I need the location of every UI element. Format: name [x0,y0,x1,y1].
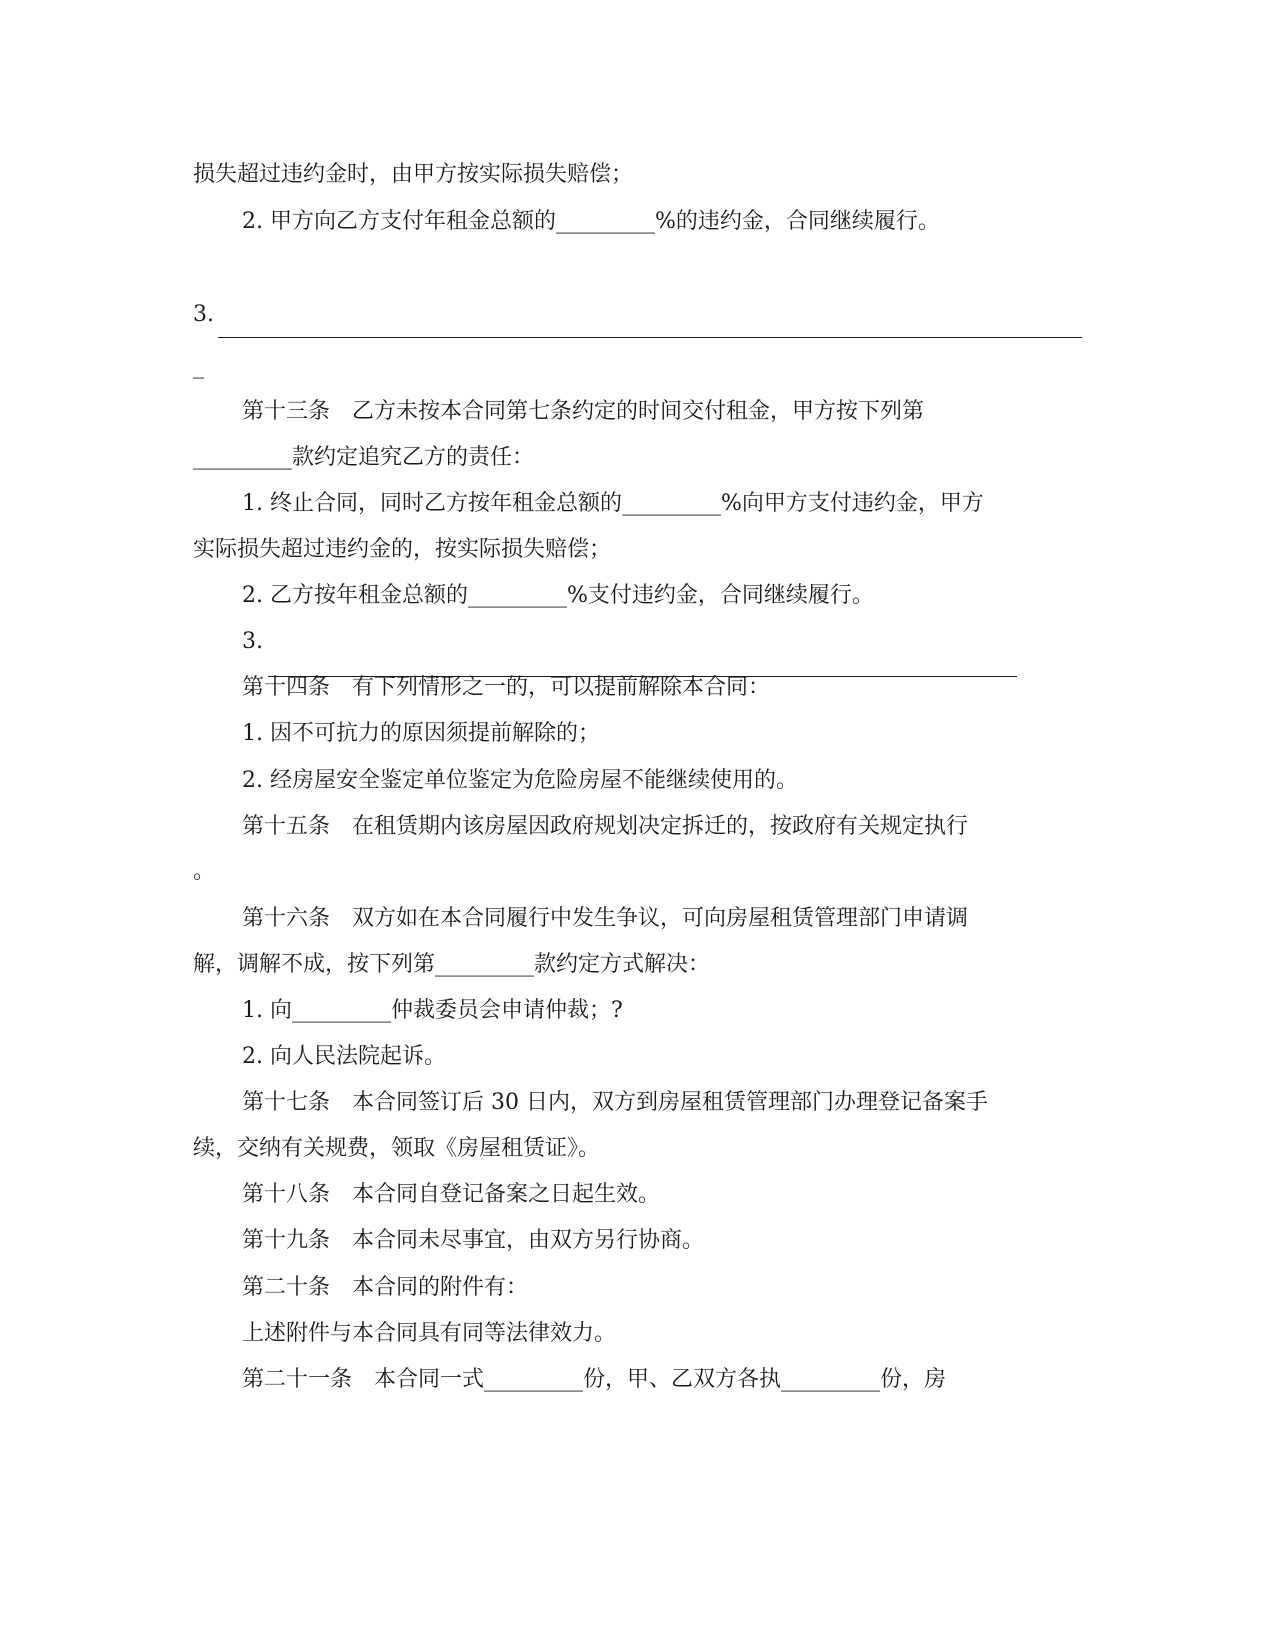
clause-14-item-2: 2. 经房屋安全鉴定单位鉴定为危险房屋不能继续使用的。 [242,768,798,793]
clause-13-item-2: 2. 乙方按年租金总额的_________%支付违约金，合同继续履行。 [242,583,874,608]
text-line: 实际损失超过违约金的，按实际损失赔偿； [193,537,612,562]
text-line: 损失超过违约金时，由甲方按实际损失赔偿； [193,162,634,187]
clause-19: 第十九条 本合同未尽事宜，由双方另行协商。 [242,1228,705,1253]
clause-20: 第二十条 本合同的附件有： [242,1275,529,1300]
clause-13-item-1: 1. 终止合同，同时乙方按年租金总额的_________%向甲方支付违约金，甲方 [242,491,984,516]
clause-16: 第十六条 双方如在本合同履行中发生争议，可向房屋租赁管理部门申请调 [242,906,969,931]
text-line: 上述附件与本合同具有同等法律效力。 [242,1321,617,1346]
text-line: 续，交纳有关规费，领取《房屋租赁证》。 [193,1136,601,1161]
clause-14-item-1: 1. 因不可抗力的原因须提前解除的； [242,721,600,746]
clause-12-item-3: 3. [193,302,214,327]
text-line: 。 [193,859,216,884]
clause-13-item-3: 3. [242,629,263,654]
text-line: _________款约定追究乙方的责任： [193,445,535,470]
clause-16-item-1: 1. 向_________仲裁委员会申请仲裁；? [242,998,623,1023]
clause-18: 第十八条 本合同自登记备案之日起生效。 [242,1182,661,1207]
clause-13-heading: 第十三条 乙方未按本合同第七条约定的时间交付租金，甲方按下列第 [242,399,925,424]
clause-21: 第二十一条 本合同一式_________份，甲、乙双方各执_________份，房 [242,1367,947,1392]
clause-14-heading: 第十四条 有下列情形之一的，可以提前解除本合同： [242,675,771,700]
clause-16-item-2: 2. 向人民法院起诉。 [242,1044,446,1069]
clause-17: 第十七条 本合同签订后 30 日内，双方到房屋租赁管理部门办理登记备案手 [242,1090,988,1115]
clause-15: 第十五条 在租赁期内该房屋因政府规划决定拆迁的，按政府有关规定执行 [242,814,969,839]
clause-12-item-2: 2. 甲方向乙方支付年租金总额的_________%的违约金，合同继续履行。 [242,209,940,234]
text-line: 解，调解不成，按下列第_________款约定方式解决： [193,952,711,977]
blank-line [218,337,1082,338]
text-line: _ [193,354,204,379]
